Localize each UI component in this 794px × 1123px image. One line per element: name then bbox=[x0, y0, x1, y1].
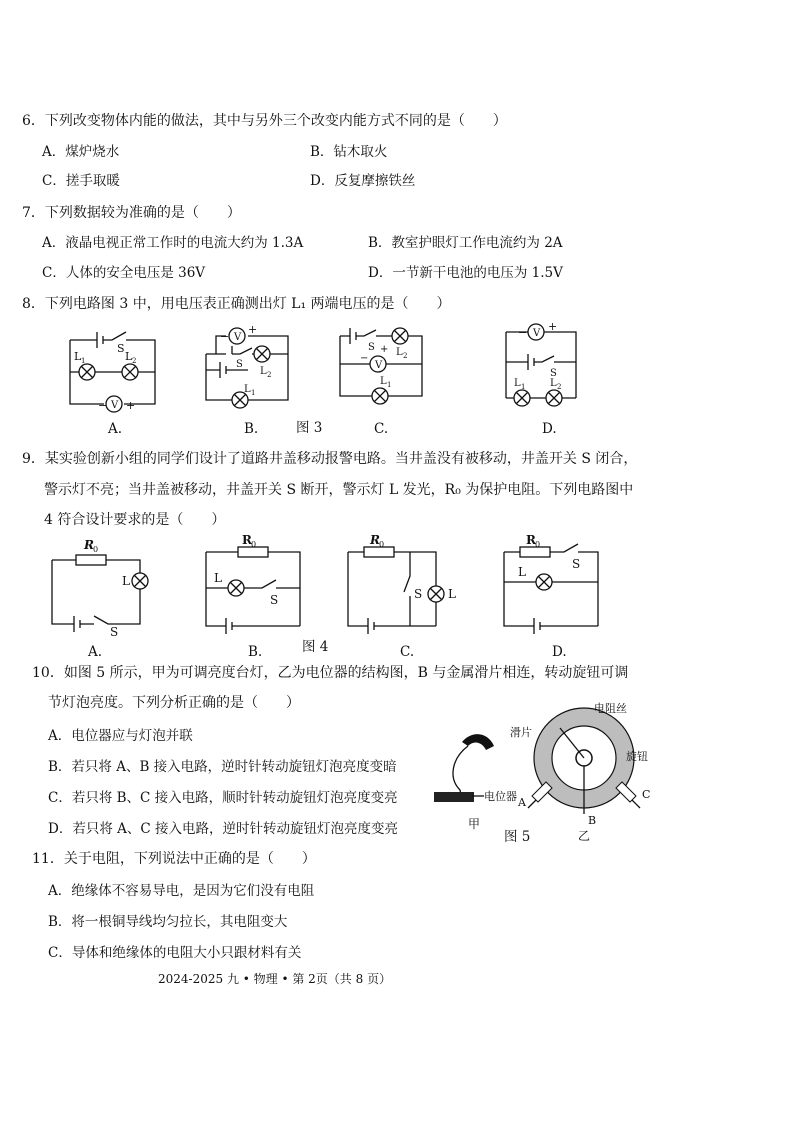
fig4-circuit-b bbox=[198, 533, 308, 636]
q6-option-d: D．反复摩擦铁丝 bbox=[310, 173, 416, 189]
q9-stem-line3: 4 符合设计要求的是（ ） bbox=[44, 512, 226, 528]
svg-text:V: V bbox=[234, 332, 242, 343]
page-footer: 2024-2025 九 • 物理 • 第 2页（共 8 页） bbox=[158, 972, 392, 986]
desk-lamp-figure bbox=[428, 728, 518, 831]
svg-text:L: L bbox=[550, 378, 557, 389]
svg-text:L: L bbox=[125, 350, 133, 363]
svg-text:L: L bbox=[244, 384, 251, 395]
q7-stem: 7．下列数据较为准确的是（ ） bbox=[22, 205, 241, 221]
q10-option-c: C．若只将 B、C 接入电路，顺时针转动旋钮灯泡亮度变亮 bbox=[48, 790, 398, 806]
svg-text:L: L bbox=[514, 378, 521, 389]
svg-text:乙: 乙 bbox=[578, 829, 591, 843]
svg-text:电位器: 电位器 bbox=[484, 790, 517, 803]
svg-text:1: 1 bbox=[387, 381, 392, 389]
svg-text:V: V bbox=[533, 328, 541, 339]
svg-text:+: + bbox=[380, 344, 389, 355]
q11-option-a: A．绝缘体不容易导电，是因为它们没有电阻 bbox=[48, 883, 315, 899]
q10-stem-line2: 节灯泡亮度。下列分析正确的是（ ） bbox=[48, 695, 300, 711]
q6-option-c: C．搓手取暖 bbox=[42, 173, 120, 189]
svg-text:1: 1 bbox=[81, 357, 86, 365]
svg-text:S: S bbox=[236, 359, 243, 370]
q10-option-d: D．若只将 A、C 接入电路，逆时针转动旋钮灯泡亮度变亮 bbox=[48, 821, 398, 837]
svg-text:2: 2 bbox=[403, 352, 408, 360]
fig3-label-b: B. bbox=[244, 421, 259, 437]
fig4-caption: 图 4 bbox=[302, 639, 329, 655]
svg-text:1: 1 bbox=[521, 383, 526, 391]
svg-text:0: 0 bbox=[379, 540, 385, 549]
svg-text:0: 0 bbox=[251, 540, 257, 549]
fig3-circuit-c bbox=[330, 322, 440, 417]
q6-stem: 6．下列改变物体内能的做法，其中与另外三个改变内能方式不同的是（ ） bbox=[22, 113, 507, 129]
fig3-label-a: A. bbox=[108, 421, 123, 437]
svg-text:V: V bbox=[375, 360, 383, 371]
svg-text:+: + bbox=[548, 320, 558, 333]
svg-text:A: A bbox=[518, 796, 526, 809]
svg-text:2: 2 bbox=[557, 383, 562, 391]
fig4-label-c: C. bbox=[400, 644, 415, 660]
svg-text:S: S bbox=[117, 342, 125, 355]
fig4-circuit-a bbox=[44, 536, 164, 639]
svg-text:L: L bbox=[74, 350, 82, 363]
fig4-circuit-c bbox=[340, 533, 460, 636]
fig3-circuit-d bbox=[494, 322, 604, 417]
q7-option-d: D．一节新干电池的电压为 1.5V bbox=[368, 265, 563, 281]
q9-stem-line1: 9．某实验创新小组的同学们设计了道路井盖移动报警电路。当井盖没有被移动，井盖开关 S 闭合， bbox=[22, 451, 638, 467]
q7-option-a: A．液晶电视正常工作时的电流大约为 1.3A bbox=[42, 235, 304, 251]
svg-text:0: 0 bbox=[535, 540, 541, 549]
svg-text:L: L bbox=[396, 347, 403, 358]
q11-stem: 11．关于电阻，下列说法中正确的是（ ） bbox=[32, 851, 316, 867]
svg-text:S: S bbox=[270, 593, 279, 607]
q9-stem-line2: 警示灯不亮；当井盖被移动，井盖开关 S 断开，警示灯 L 发光，R₀ 为保护电阻。下列电路图中 bbox=[44, 482, 634, 498]
fig5-caption: 图 5 bbox=[504, 829, 531, 845]
svg-text:1: 1 bbox=[251, 389, 256, 397]
svg-text:L: L bbox=[214, 571, 222, 585]
q10-option-b: B．若只将 A、B 接入电路，逆时针转动旋钮灯泡亮度变暗 bbox=[48, 759, 397, 775]
svg-text:滑片: 滑片 bbox=[510, 726, 532, 739]
q7-option-b: B．教室护眼灯工作电流约为 2A bbox=[368, 235, 563, 251]
meter-label: V bbox=[111, 400, 119, 411]
svg-text:2: 2 bbox=[132, 357, 137, 365]
svg-text:电阻丝: 电阻丝 bbox=[594, 702, 627, 715]
q7-option-c: C．人体的安全电压是 36V bbox=[42, 265, 206, 281]
svg-text:S: S bbox=[110, 625, 119, 639]
fig4-label-d: D. bbox=[552, 644, 567, 660]
svg-text:−: − bbox=[360, 353, 369, 364]
svg-text:S: S bbox=[572, 557, 581, 571]
svg-text:L: L bbox=[518, 565, 526, 579]
svg-text:R: R bbox=[84, 538, 94, 552]
svg-text:−: − bbox=[220, 330, 230, 343]
svg-text:L: L bbox=[448, 587, 456, 601]
svg-text:+: + bbox=[248, 323, 258, 336]
svg-text:S: S bbox=[550, 368, 557, 379]
q11-option-c: C．导体和绝缘体的电阻大小只跟材料有关 bbox=[48, 945, 302, 961]
fig3-label-c: C. bbox=[374, 421, 389, 437]
q6-option-b: B．钻木取火 bbox=[310, 144, 388, 160]
svg-text:旋钮: 旋钮 bbox=[626, 750, 648, 763]
svg-text:L: L bbox=[380, 376, 387, 387]
q8-stem: 8．下列电路图 3 中，用电压表正确测出灯 L₁ 两端电压的是（ ） bbox=[22, 296, 451, 312]
fig4-label-a: A. bbox=[88, 644, 103, 660]
svg-text:L: L bbox=[260, 366, 267, 377]
svg-text:R: R bbox=[242, 533, 252, 547]
fig3-label-d: D. bbox=[542, 421, 557, 437]
svg-text:B: B bbox=[588, 814, 597, 827]
svg-text:R: R bbox=[526, 533, 536, 547]
fig4-circuit-d bbox=[496, 533, 606, 636]
svg-text:R: R bbox=[370, 533, 380, 547]
svg-text:2: 2 bbox=[267, 371, 272, 379]
fig3-caption: 图 3 bbox=[296, 420, 323, 436]
svg-text:甲: 甲 bbox=[468, 817, 481, 831]
svg-text:L: L bbox=[122, 574, 130, 588]
q10-option-a: A．电位器应与灯泡并联 bbox=[48, 728, 193, 744]
svg-text:C: C bbox=[642, 788, 651, 801]
svg-text:−: − bbox=[98, 399, 108, 412]
q6-option-a: A．煤炉烧水 bbox=[42, 144, 120, 160]
q10-stem-line1: 10．如图 5 所示，甲为可调亮度台灯，乙为电位器的结构图，B 与金属滑片相连，转动旋钮可调 bbox=[32, 665, 629, 681]
svg-text:S: S bbox=[414, 587, 423, 601]
svg-text:+: + bbox=[126, 399, 136, 412]
svg-text:−: − bbox=[518, 326, 528, 339]
fig3-circuit-a bbox=[60, 322, 170, 417]
svg-text:S: S bbox=[368, 342, 375, 353]
q11-option-b: B．将一根铜导线均匀拉长，其电阻变大 bbox=[48, 914, 288, 930]
fig3-circuit-b bbox=[196, 322, 306, 417]
svg-text:0: 0 bbox=[93, 545, 99, 554]
fig4-label-b: B. bbox=[248, 644, 263, 660]
